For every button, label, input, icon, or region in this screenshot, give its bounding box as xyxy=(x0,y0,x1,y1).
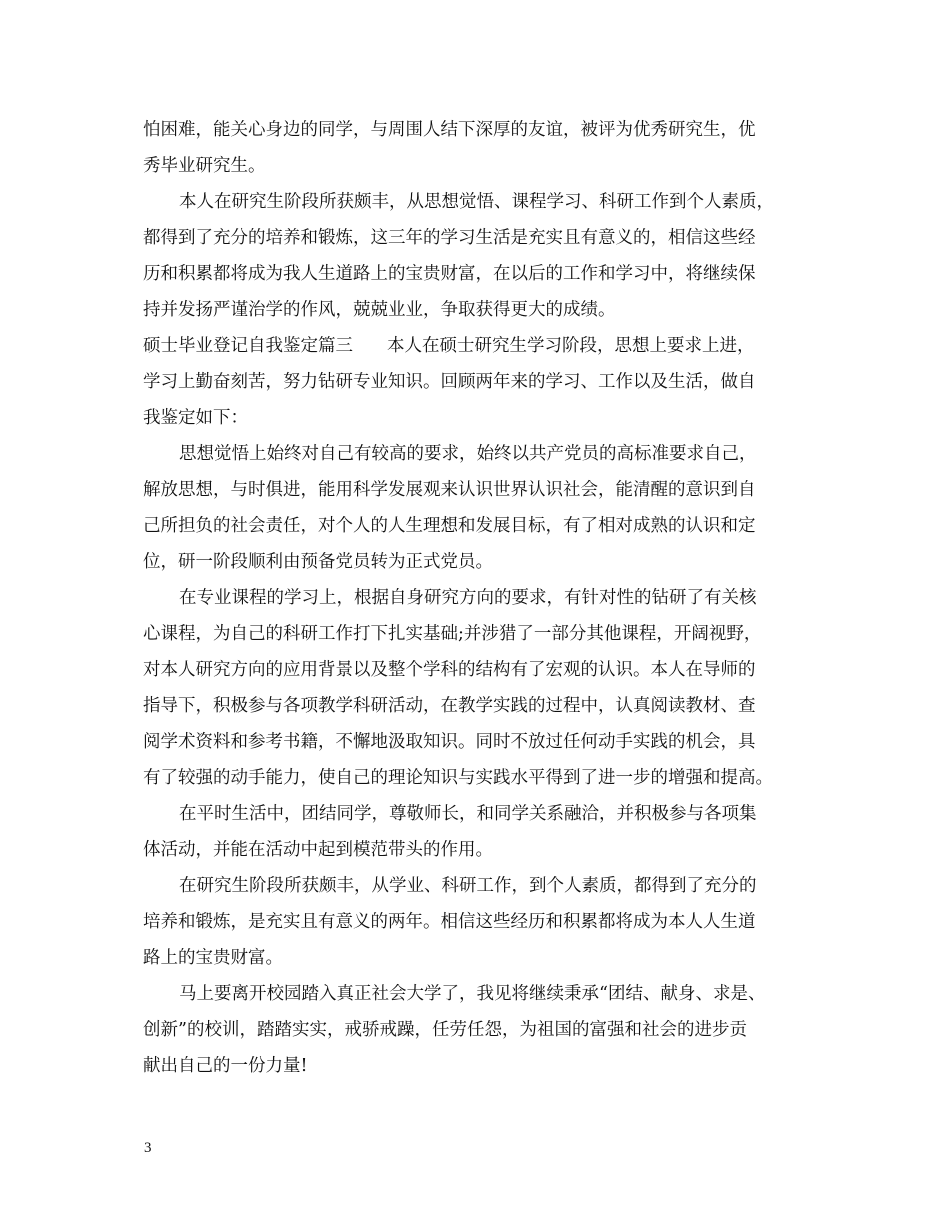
paragraph-line: 位，研一阶段顺利由预备党员转为正式党员。 xyxy=(143,552,493,572)
paragraph-line: 己所担负的社会责任，对个人的人生理想和发展目标，有了相对成熟的认识和定 xyxy=(143,516,756,536)
paragraph-line: 体活动，并能在活动中起到模范带头的作用。 xyxy=(143,840,493,860)
section-heading-line xyxy=(143,328,833,364)
paragraph-line: 在研究生阶段所获颇丰，从学业、科研工作，到个人素质，都得到了充分的 xyxy=(179,876,757,896)
paragraph-line: 历和积累都将成为我人生道路上的宝贵财富，在以后的工作和学习中，将继续保 xyxy=(143,264,756,284)
paragraph-line: 培养和锻炼，是充实且有意义的两年。相信这些经历和积累都将成为本人人生道 xyxy=(143,912,756,932)
paragraph-line: 指导下，积极参与各项教学科研活动，在教学实践的过程中，认真阅读教材、查 xyxy=(143,696,756,716)
paragraph-line: 创新”的校训，踏踏实实，戒骄戒躁，任劳任怨，为祖国的富强和社会的进步贡 xyxy=(143,1020,747,1040)
section-heading-continuation: 本人在硕士研究生学习阶段，思想上要求上进， xyxy=(387,336,755,356)
paragraph-line: 马上要离开校园踏入真正社会大学了，我见将继续秉承“团结、献身、求是、 xyxy=(179,984,766,1004)
paragraph-line: 学习上勤奋刻苦，努力钻研专业知识。回顾两年来的学习、工作以及生活，做自 xyxy=(143,372,756,392)
paragraph-line: 献出自己的一份力量! xyxy=(143,1056,308,1076)
paragraph-line: 解放思想，与时俱进，能用科学发展观来认识世界认识社会，能清醒的意识到自 xyxy=(143,480,756,500)
paragraph-line: 怕困难，能关心身边的同学，与周围人结下深厚的友谊，被评为优秀研究生，优 xyxy=(143,120,756,140)
paragraph-line: 对本人研究方向的应用背景以及整个学科的结构有了宏观的认识。本人在导师的 xyxy=(143,660,756,680)
document-body xyxy=(143,112,833,1084)
section-heading: 硕士毕业登记自我鉴定篇三 xyxy=(143,336,353,356)
paragraph-line: 秀毕业研究生。 xyxy=(143,156,266,176)
paragraph-line: 阅学术资料和参考书籍，不懈地汲取知识。同时不放过任何动手实践的机会，具 xyxy=(143,732,756,752)
paragraph-line: 本人在研究生阶段所获颇丰，从思想觉悟、课程学习、科研工作到个人素质， xyxy=(179,192,774,212)
paragraph-line: 有了较强的动手能力，使自己的理论知识与实践水平得到了进一步的增强和提高。 xyxy=(143,768,773,788)
paragraph-line: 都得到了充分的培养和锻炼，这三年的学习生活是充实且有意义的，相信这些经 xyxy=(143,228,756,248)
paragraph-line: 路上的宝贵财富。 xyxy=(143,948,283,968)
paragraph-line: 在平时生活中，团结同学，尊敬师长，和同学关系融洽，并积极参与各项集 xyxy=(179,804,757,824)
paragraph-line: 思想觉悟上始终对自己有较高的要求，始终以共产党员的高标准要求自己， xyxy=(179,444,757,464)
paragraph-line: 心课程，为自己的科研工作打下扎实基础;并涉猎了一部分其他课程，开阔视野， xyxy=(143,624,762,644)
paragraph-line: 我鉴定如下： xyxy=(143,408,248,428)
page-number: 3 xyxy=(144,1140,152,1156)
paragraph-line: 持并发扬严谨治学的作风，兢兢业业，争取获得更大的成绩。 xyxy=(143,300,616,320)
paragraph-line: 在专业课程的学习上，根据自身研究方向的要求，有针对性的钻研了有关核 xyxy=(179,588,757,608)
